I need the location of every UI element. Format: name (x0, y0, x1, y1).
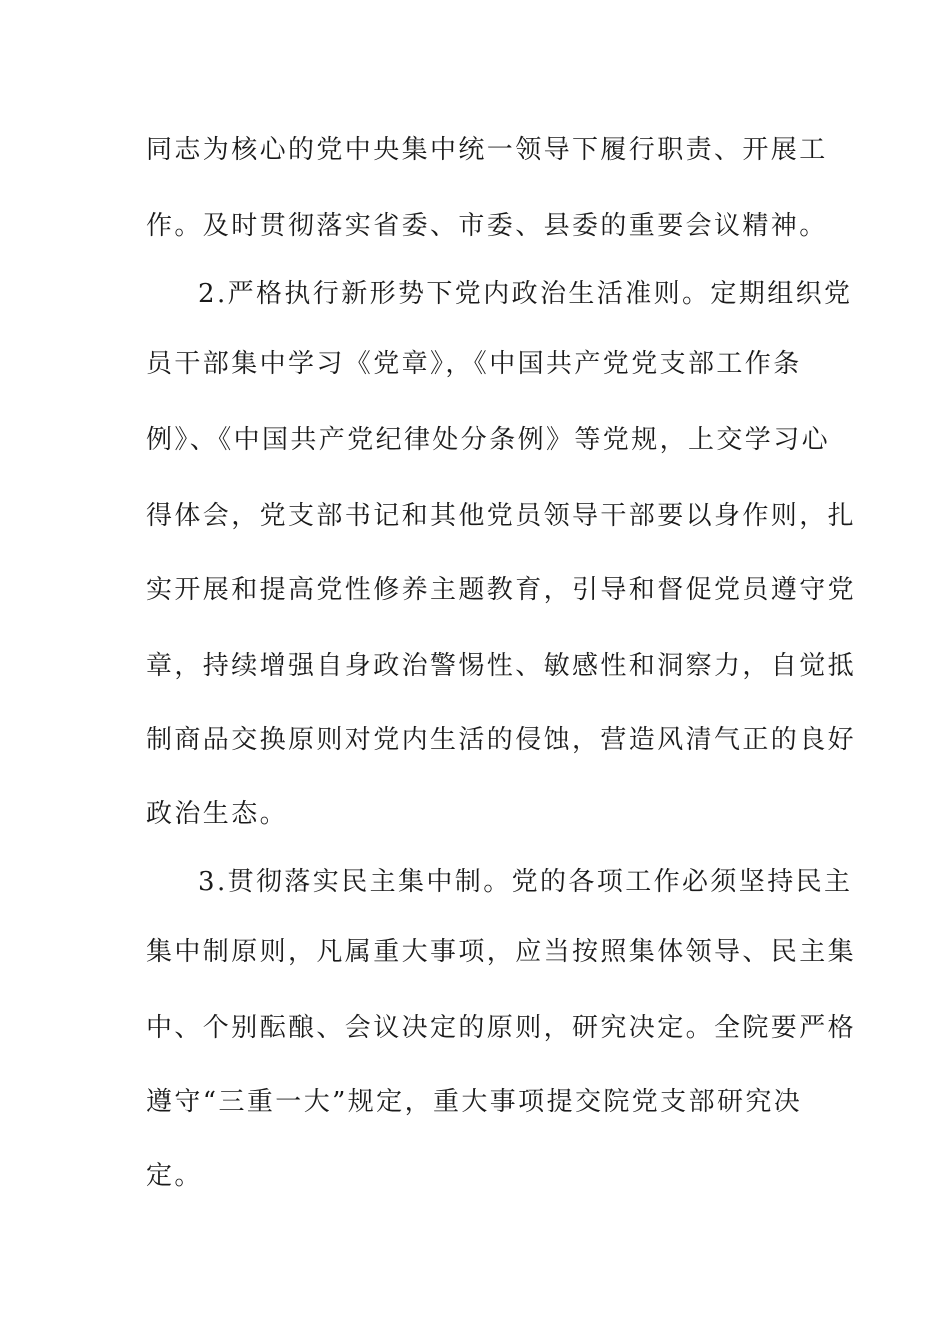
paragraph-line: 政治生态。 (146, 799, 289, 829)
paragraph-line: 得体会，党支部书记和其他党员领导干部要以身作则，扎 (146, 501, 857, 531)
paragraph-line: 集中制原则，凡属重大事项，应当按照集体领导、民主集 (146, 937, 857, 967)
paragraph-line: 遵守“三重一大”规定，重大事项提交院党支部研究决 (146, 1087, 803, 1117)
paragraph-line: 2.严格执行新形势下党内政治生活准则。定期组织党 (198, 279, 853, 309)
paragraph-line: 制商品交换原则对党内生活的侵蚀，营造风清气正的良好 (146, 725, 857, 755)
paragraph-line: 章，持续增强自身政治警惕性、敏感性和洞察力，自觉抵 (146, 651, 857, 681)
paragraph-line: 中、个别酝酿、会议决定的原则，研究决定。全院要严格 (146, 1013, 857, 1043)
paragraph-line: 员干部集中学习《党章》，《中国共产党党支部工作条 (146, 349, 802, 379)
paragraph-line: 作。及时贯彻落实省委、市委、县委的重要会议精神。 (146, 211, 828, 241)
paragraph-line: 实开展和提高党性修养主题教育，引导和督促党员遵守党 (146, 575, 857, 605)
paragraph-line: 同志为核心的党中央集中统一领导下履行职责、开展工 (146, 135, 828, 165)
paragraph-line: 3.贯彻落实民主集中制。党的各项工作必须坚持民主 (198, 867, 853, 897)
paragraph-line: 例》、《中国共产党纪律处分条例》等党规，上交学习心 (146, 425, 831, 455)
paragraph-line: 定。 (146, 1161, 203, 1191)
